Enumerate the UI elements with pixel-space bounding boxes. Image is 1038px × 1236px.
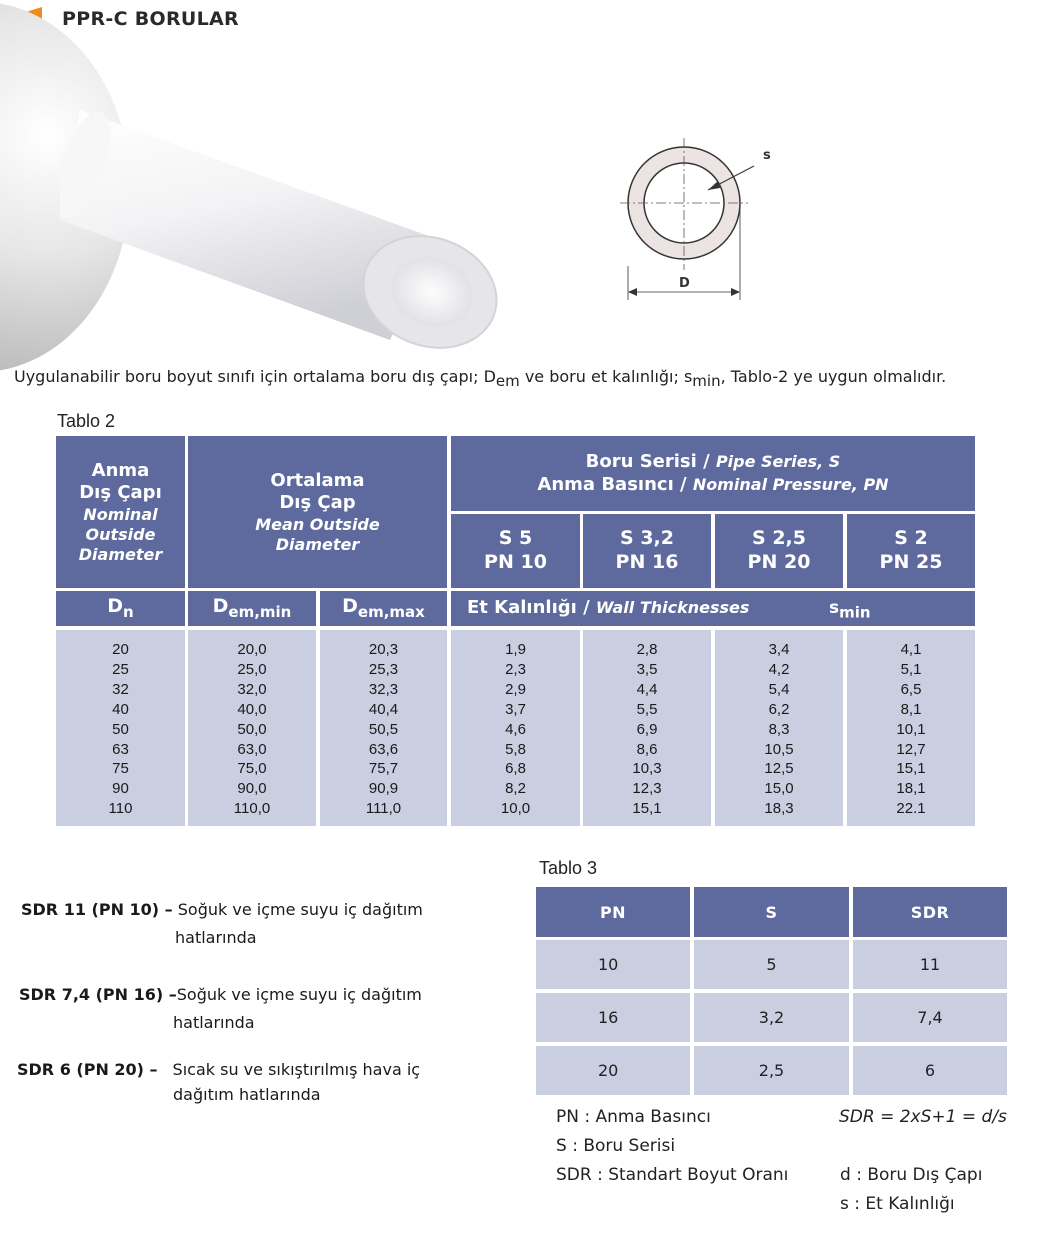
- column-dem-min: [188, 630, 316, 826]
- header-wall-thickness: Et Kalınlığı / Wall Thicknesses: [451, 591, 975, 626]
- header-pipe-series: Boru Serisi / Pipe Series, S Anma Basıncı / Nominal Pressure, PN: [451, 436, 975, 511]
- table3-cell: 16: [536, 993, 690, 1042]
- dimension-label-s: s: [763, 148, 771, 163]
- cell: 25,3: [368, 661, 399, 678]
- table3-caption: Tablo 3: [539, 858, 598, 878]
- pipe-cross-section-diagram: [618, 128, 788, 304]
- header-nominal-diameter: Anma Dış Çapı Nominal Outside Diameter: [56, 436, 185, 588]
- legend-pn: PN : Anma Basıncı: [556, 1107, 711, 1127]
- cell: 63,0: [237, 741, 267, 758]
- table2-caption: Tablo 2: [57, 411, 116, 431]
- column-dem-max: [320, 630, 447, 826]
- table3-cell: 10: [536, 940, 690, 989]
- column-s2-5: [715, 630, 843, 826]
- cell: 63,6: [368, 741, 399, 758]
- cell: 3,7: [505, 701, 526, 718]
- cell: 32,3: [368, 681, 399, 698]
- cell: 111,0: [365, 800, 402, 817]
- cell: 20,0: [237, 641, 267, 658]
- cell: 2,9: [505, 681, 526, 698]
- cell: 75: [112, 760, 129, 777]
- table3-header-s: S: [694, 887, 849, 937]
- cell: 6,5: [900, 681, 922, 698]
- legend-sdr: SDR : Standart Boyut Oranı: [556, 1165, 789, 1185]
- cell: 1,9: [505, 641, 526, 658]
- cell: 75,0: [237, 760, 267, 777]
- table3-cell: 6: [853, 1046, 1007, 1095]
- cell: 6,8: [505, 760, 526, 777]
- table3-header-sdr: SDR: [853, 887, 1007, 937]
- cell: 22.1: [896, 800, 926, 817]
- legend-d: d : Boru Dış Çapı: [840, 1165, 983, 1185]
- cell: 32,0: [237, 681, 267, 698]
- cell: 10,1: [896, 721, 926, 738]
- note-sdr7-4: SDR 7,4 (PN 16) –Soğuk ve içme suyu iç dağıtım hatlarında: [19, 985, 422, 1032]
- pipe-image: [60, 70, 520, 350]
- cell: 40,4: [368, 701, 399, 718]
- cell: 50: [112, 721, 129, 738]
- legend-s-thickness: s : Et Kalınlığı: [840, 1194, 955, 1214]
- cell: 90,0: [237, 780, 267, 797]
- cell: 15,1: [896, 760, 926, 777]
- table3-header-pn: PN: [536, 887, 690, 937]
- page-title: PPR-C BORULAR: [62, 8, 239, 30]
- table3-cell: 3,2: [694, 993, 849, 1042]
- table3-cell: 2,5: [694, 1046, 849, 1095]
- legend-s: S : Boru Serisi: [556, 1136, 676, 1156]
- header-series-s5: S 5 PN 10: [451, 514, 580, 588]
- cell: 5,4: [768, 681, 790, 698]
- cell: 12,3: [632, 780, 662, 797]
- cell: 50,0: [237, 721, 267, 738]
- cell: 15,0: [764, 780, 794, 797]
- header-dem-min: $D_{em,min}$: [188, 591, 316, 626]
- table3-cell: 20: [536, 1046, 690, 1095]
- cell: 8,2: [505, 780, 526, 797]
- header-mean-outside-diameter: Ortalama Dış Çap Mean Outside Diameter: [188, 436, 447, 588]
- cell: 4,6: [505, 721, 526, 738]
- cell: 63: [112, 741, 129, 758]
- cell: 12,7: [896, 741, 926, 758]
- cell: 8,3: [768, 721, 790, 738]
- cell: 10,5: [764, 741, 794, 758]
- column-s3-2: [583, 630, 711, 826]
- cell: 18,3: [764, 800, 794, 817]
- cell: 40: [112, 701, 129, 718]
- cell: 5,8: [505, 741, 526, 758]
- cell: 12,5: [764, 760, 794, 777]
- note-sdr6: SDR 6 (PN 20) – Sıcak su ve sıkıştırılmış hava iç dağıtım hatlarında: [17, 1060, 421, 1104]
- cell: 25,0: [237, 661, 267, 678]
- cell: 8,1: [900, 701, 922, 718]
- cell: 4,2: [768, 661, 790, 678]
- cell: 90,9: [368, 780, 399, 797]
- cell: 18,1: [896, 780, 926, 797]
- cell: 40,0: [237, 701, 267, 718]
- cell: 6,9: [636, 721, 658, 738]
- cell: 5,5: [636, 701, 658, 718]
- cell: 5,1: [900, 661, 922, 678]
- cell: 20: [112, 641, 129, 658]
- header-dn: $D_n$: [56, 591, 185, 626]
- cell: 3,5: [636, 661, 658, 678]
- note-sdr11: SDR 11 (PN 10) – Soğuk ve içme suyu iç dağıtım hatlarında: [21, 900, 423, 947]
- cell: 6,2: [768, 701, 790, 718]
- header-smin-symbol: $s_{min}$: [829, 598, 871, 622]
- cell: 15,1: [632, 800, 662, 817]
- intro-text: Uygulanabilir boru boyut sınıfı için ortalama boru dış çapı; $D_{em}$ ve boru et kalınlığı; $s_{min}$, Tablo-2 ye uygun olmalıdır.: [14, 367, 947, 390]
- column-s2: [847, 630, 975, 826]
- dimension-label-d: D: [679, 276, 690, 291]
- cell: 20,3: [368, 641, 399, 658]
- table3-cell: 5: [694, 940, 849, 989]
- cell: 50,5: [368, 721, 399, 738]
- cell: 10,0: [500, 800, 531, 817]
- cell: 110,0: [233, 800, 271, 817]
- column-s5: [451, 630, 580, 826]
- cell: 90: [112, 780, 129, 797]
- cell: 75,7: [368, 760, 399, 777]
- cell: 110: [108, 800, 133, 817]
- header-series-s3-2: S 3,2 PN 16: [583, 514, 711, 588]
- cell: 2,3: [505, 661, 526, 678]
- cell: 4,1: [900, 641, 922, 658]
- cell: 4,4: [636, 681, 658, 698]
- cell: 25: [112, 661, 129, 678]
- column-dn: [56, 630, 185, 826]
- cell: 8,6: [636, 741, 658, 758]
- sdr-formula: SDR = 2xS+1 = d/s: [839, 1107, 1007, 1127]
- cell: 3,4: [768, 641, 790, 658]
- cell: 10,3: [632, 760, 662, 777]
- table3-cell: 7,4: [853, 993, 1007, 1042]
- header-series-s2-5: S 2,5 PN 20: [715, 514, 843, 588]
- cell: 2,8: [636, 641, 658, 658]
- header-dem-max: $D_{em,max}$: [320, 591, 447, 626]
- header-series-s2: S 2 PN 25: [847, 514, 975, 588]
- cell: 32: [112, 681, 129, 698]
- table3-cell: 11: [853, 940, 1007, 989]
